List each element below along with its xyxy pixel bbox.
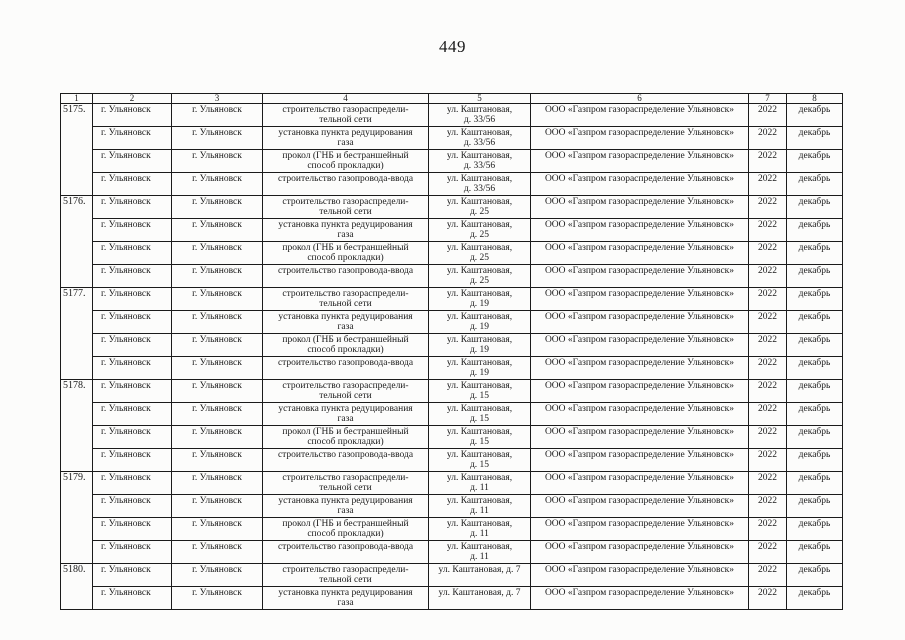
cell-organization: ООО «Газпром газораспределение Ульяновск» [531,173,749,196]
table-row [61,518,843,541]
cell-work-type: прокол (ГНБ и бестраншейный способ прокладки) [263,518,429,541]
cell-locality: г. Ульяновск [93,587,172,610]
cell-organization: ООО «Газпром газораспределение Ульяновск» [531,587,749,610]
cell-address: ул. Каштановая, д. 15 [429,403,531,426]
cell-work-type: строительство газораспредели- тельной сети [263,196,429,219]
table-row [61,495,843,518]
cell-address: ул. Каштановая, д. 25 [429,219,531,242]
cell-settlement: г. Ульяновск [172,219,263,242]
cell-settlement: г. Ульяновск [172,173,263,196]
cell-locality: г. Ульяновск [93,541,172,564]
cell-organization: ООО «Газпром газораспределение Ульяновск» [531,357,749,380]
cell-address: ул. Каштановая, д. 15 [429,380,531,403]
group-number: 5178. [61,380,93,472]
cell-locality: г. Ульяновск [93,472,172,495]
cell-year: 2022 [749,219,787,242]
group-number: 5180. [61,564,93,610]
cell-work-type: строительство газопровода-ввода [263,449,429,472]
cell-organization: ООО «Газпром газораспределение Ульяновск» [531,219,749,242]
cell-address: ул. Каштановая, д. 19 [429,334,531,357]
cell-work-type: прокол (ГНБ и бестраншейный способ прокладки) [263,426,429,449]
cell-organization: ООО «Газпром газораспределение Ульяновск» [531,334,749,357]
header-row [61,94,843,104]
table-row [61,127,843,150]
table-row [61,311,843,334]
cell-month: декабрь [787,403,843,426]
cell-work-type: прокол (ГНБ и бестраншейный способ прокладки) [263,150,429,173]
cell-month: декабрь [787,173,843,196]
cell-year: 2022 [749,380,787,403]
cell-month: декабрь [787,150,843,173]
cell-month: декабрь [787,495,843,518]
cell-organization: ООО «Газпром газораспределение Ульяновск» [531,426,749,449]
cell-year: 2022 [749,587,787,610]
cell-work-type: установка пункта редуцирования газа [263,127,429,150]
cell-year: 2022 [749,518,787,541]
cell-year: 2022 [749,265,787,288]
cell-settlement: г. Ульяновск [172,587,263,610]
cell-address: ул. Каштановая, д. 19 [429,311,531,334]
cell-year: 2022 [749,311,787,334]
group-number: 5177. [61,288,93,380]
cell-month: декабрь [787,426,843,449]
cell-address: ул. Каштановая, д. 25 [429,242,531,265]
cell-organization: ООО «Газпром газораспределение Ульяновск» [531,449,749,472]
cell-locality: г. Ульяновск [93,403,172,426]
cell-locality: г. Ульяновск [93,265,172,288]
cell-work-type: строительство газопровода-ввода [263,541,429,564]
cell-locality: г. Ульяновск [93,311,172,334]
cell-locality: г. Ульяновск [93,518,172,541]
cell-year: 2022 [749,334,787,357]
cell-month: декабрь [787,587,843,610]
cell-locality: г. Ульяновск [93,564,172,587]
cell-work-type: строительство газопровода-ввода [263,173,429,196]
cell-organization: ООО «Газпром газораспределение Ульяновск» [531,518,749,541]
cell-organization: ООО «Газпром газораспределение Ульяновск» [531,541,749,564]
cell-organization: ООО «Газпром газораспределение Ульяновск» [531,380,749,403]
cell-year: 2022 [749,242,787,265]
cell-month: декабрь [787,541,843,564]
cell-locality: г. Ульяновск [93,219,172,242]
table-row [61,104,843,127]
cell-address: ул. Каштановая, д. 15 [429,426,531,449]
cell-settlement: г. Ульяновск [172,311,263,334]
cell-year: 2022 [749,564,787,587]
table-header [61,94,843,104]
cell-address: ул. Каштановая, д. 19 [429,357,531,380]
table-row [61,334,843,357]
cell-work-type: строительство газораспредели- тельной сети [263,564,429,587]
cell-address: ул. Каштановая, д. 25 [429,196,531,219]
cell-month: декабрь [787,288,843,311]
table-row [61,288,843,311]
cell-year: 2022 [749,357,787,380]
cell-year: 2022 [749,472,787,495]
cell-work-type: установка пункта редуцирования газа [263,403,429,426]
cell-address: ул. Каштановая, д. 11 [429,518,531,541]
cell-settlement: г. Ульяновск [172,150,263,173]
cell-locality: г. Ульяновск [93,196,172,219]
cell-month: декабрь [787,449,843,472]
table-row [61,242,843,265]
cell-year: 2022 [749,104,787,127]
table-row [61,173,843,196]
cell-work-type: прокол (ГНБ и бестраншейный способ прокладки) [263,242,429,265]
cell-year: 2022 [749,495,787,518]
cell-organization: ООО «Газпром газораспределение Ульяновск» [531,403,749,426]
cell-year: 2022 [749,173,787,196]
cell-settlement: г. Ульяновск [172,518,263,541]
cell-work-type: строительство газораспредели- тельной сети [263,380,429,403]
cell-work-type: установка пункта редуцирования газа [263,219,429,242]
table-row [61,426,843,449]
cell-settlement: г. Ульяновск [172,541,263,564]
table-row [61,357,843,380]
column-header: 7 [749,94,787,104]
cell-settlement: г. Ульяновск [172,334,263,357]
cell-year: 2022 [749,426,787,449]
table-row [61,150,843,173]
cell-settlement: г. Ульяновск [172,449,263,472]
cell-address: ул. Каштановая, д. 33/56 [429,127,531,150]
cell-work-type: строительство газораспредели- тельной сети [263,472,429,495]
cell-settlement: г. Ульяновск [172,242,263,265]
cell-settlement: г. Ульяновск [172,196,263,219]
cell-locality: г. Ульяновск [93,449,172,472]
cell-address: ул. Каштановая, д. 33/56 [429,104,531,127]
cell-locality: г. Ульяновск [93,242,172,265]
table-row [61,449,843,472]
cell-locality: г. Ульяновск [93,288,172,311]
cell-year: 2022 [749,288,787,311]
cell-month: декабрь [787,564,843,587]
cell-address: ул. Каштановая, д. 11 [429,472,531,495]
page-number: 449 [439,37,466,56]
cell-settlement: г. Ульяновск [172,380,263,403]
cell-work-type: установка пункта редуцирования газа [263,311,429,334]
table-row [61,380,843,403]
cell-settlement: г. Ульяновск [172,265,263,288]
cell-settlement: г. Ульяновск [172,104,263,127]
cell-locality: г. Ульяновск [93,104,172,127]
cell-work-type: строительство газопровода-ввода [263,357,429,380]
cell-work-type: строительство газопровода-ввода [263,265,429,288]
cell-address: ул. Каштановая, д. 33/56 [429,173,531,196]
cell-month: декабрь [787,219,843,242]
table-row [61,541,843,564]
table-row [61,472,843,495]
cell-locality: г. Ульяновск [93,127,172,150]
cell-organization: ООО «Газпром газораспределение Ульяновск» [531,196,749,219]
cell-month: декабрь [787,104,843,127]
table-row [61,564,843,587]
cell-year: 2022 [749,127,787,150]
cell-address: ул. Каштановая, д. 7 [429,587,531,610]
column-header: 5 [429,94,531,104]
cell-work-type: установка пункта редуцирования газа [263,495,429,518]
cell-month: декабрь [787,196,843,219]
cell-locality: г. Ульяновск [93,150,172,173]
cell-work-type: строительство газораспредели- тельной сети [263,288,429,311]
cell-address: ул. Каштановая, д. 25 [429,265,531,288]
cell-organization: ООО «Газпром газораспределение Ульяновск» [531,564,749,587]
cell-month: декабрь [787,380,843,403]
column-header: 1 [61,94,93,104]
cell-organization: ООО «Газпром газораспределение Ульяновск» [531,495,749,518]
column-header: 2 [93,94,172,104]
table-row [61,265,843,288]
cell-address: ул. Каштановая, д. 11 [429,495,531,518]
table-row [61,587,843,610]
cell-year: 2022 [749,150,787,173]
cell-address: ул. Каштановая, д. 19 [429,288,531,311]
table-row [61,196,843,219]
cell-organization: ООО «Газпром газораспределение Ульяновск» [531,242,749,265]
cell-work-type: установка пункта редуцирования газа [263,587,429,610]
column-header: 3 [172,94,263,104]
cell-month: декабрь [787,357,843,380]
cell-month: декабрь [787,518,843,541]
cell-year: 2022 [749,449,787,472]
table-row [61,403,843,426]
cell-address: ул. Каштановая, д. 33/56 [429,150,531,173]
cell-address: ул. Каштановая, д. 11 [429,541,531,564]
cell-settlement: г. Ульяновск [172,288,263,311]
cell-locality: г. Ульяновск [93,173,172,196]
cell-month: декабрь [787,127,843,150]
cell-month: декабрь [787,472,843,495]
cell-address: ул. Каштановая, д. 7 [429,564,531,587]
cell-work-type: строительство газораспредели- тельной сети [263,104,429,127]
cell-locality: г. Ульяновск [93,426,172,449]
cell-month: декабрь [787,242,843,265]
cell-organization: ООО «Газпром газораспределение Ульяновск» [531,265,749,288]
cell-settlement: г. Ульяновск [172,357,263,380]
cell-organization: ООО «Газпром газораспределение Ульяновск» [531,472,749,495]
cell-settlement: г. Ульяновск [172,564,263,587]
group-number: 5179. [61,472,93,564]
cell-month: декабрь [787,311,843,334]
cell-organization: ООО «Газпром газораспределение Ульяновск» [531,127,749,150]
column-header: 4 [263,94,429,104]
cell-address: ул. Каштановая, д. 15 [429,449,531,472]
cell-year: 2022 [749,403,787,426]
cell-settlement: г. Ульяновск [172,495,263,518]
works-table [60,93,843,610]
cell-settlement: г. Ульяновск [172,426,263,449]
column-header: 8 [787,94,843,104]
cell-work-type: прокол (ГНБ и бестраншейный способ прокладки) [263,334,429,357]
cell-organization: ООО «Газпром газораспределение Ульяновск» [531,288,749,311]
cell-locality: г. Ульяновск [93,495,172,518]
cell-year: 2022 [749,541,787,564]
column-header: 6 [531,94,749,104]
cell-organization: ООО «Газпром газораспределение Ульяновск» [531,311,749,334]
cell-organization: ООО «Газпром газораспределение Ульяновск» [531,104,749,127]
cell-organization: ООО «Газпром газораспределение Ульяновск» [531,150,749,173]
cell-locality: г. Ульяновск [93,357,172,380]
cell-month: декабрь [787,265,843,288]
cell-year: 2022 [749,196,787,219]
cell-locality: г. Ульяновск [93,380,172,403]
group-number: 5175. [61,104,93,196]
cell-locality: г. Ульяновск [93,334,172,357]
table-row [61,219,843,242]
cell-month: декабрь [787,334,843,357]
cell-settlement: г. Ульяновск [172,127,263,150]
cell-settlement: г. Ульяновск [172,403,263,426]
cell-settlement: г. Ульяновск [172,472,263,495]
table-body [61,104,843,610]
group-number: 5176. [61,196,93,288]
